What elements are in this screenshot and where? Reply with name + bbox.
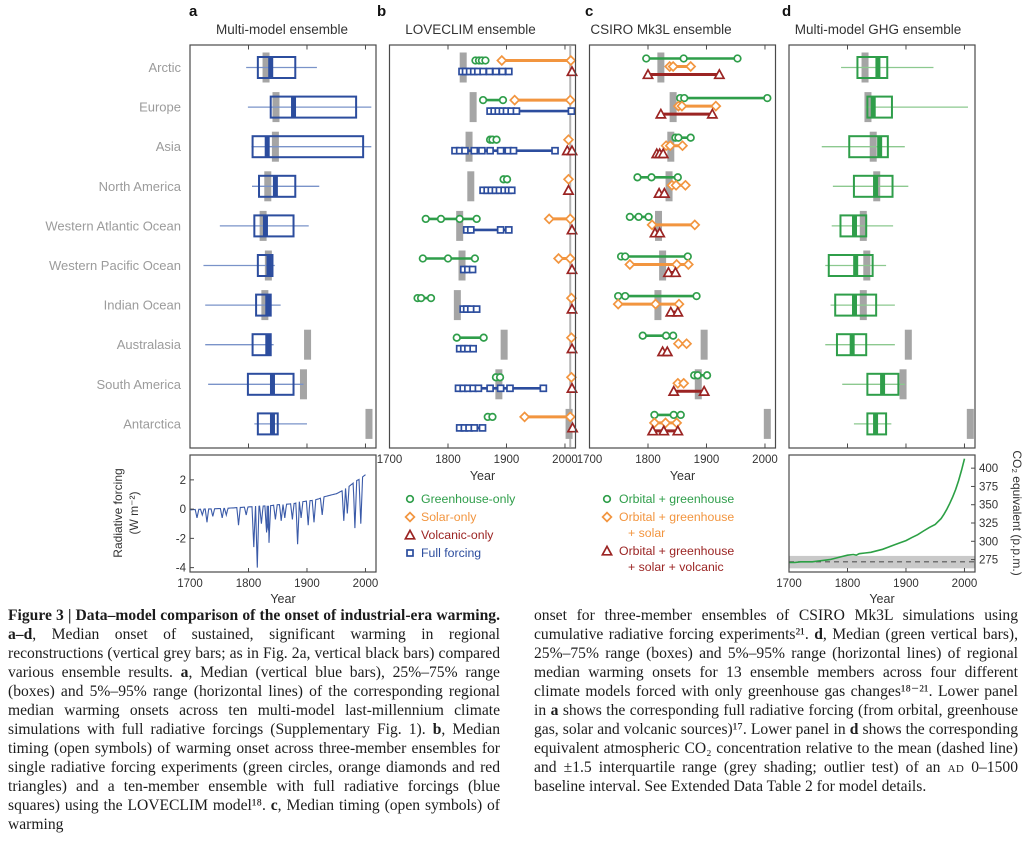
- panel-title-c: CSIRO Mk3L ensemble: [590, 22, 732, 37]
- panel-title-a: Multi-model ensemble: [215, 22, 349, 37]
- caption-segment: 0–1500 baseline interval. See Extended Data Table 2 for model details.: [534, 759, 1018, 795]
- row-label-western-pacific-ocean: Western Pacific Ocean: [49, 258, 181, 273]
- year-tick-label: 1800: [635, 454, 661, 466]
- caption-segment: onset for three-member ensembles of CSIRO Mk3L simulations using cumulative radiative forcing experiments²¹.: [534, 607, 1018, 643]
- svg-text:300: 300: [979, 536, 999, 549]
- svg-text:1800: 1800: [235, 578, 262, 590]
- svg-text:325: 325: [979, 518, 999, 531]
- caption-segment: , Median timing (open symbols) of warming onset across three-member ensembles for single radiative forcing experiments (green circles, orange diamonds and red triangles) and a ten-member ensemble with full radiative forcings (blue squares) using the LOVECLIM model¹⁸.: [8, 721, 500, 814]
- panel-d: [789, 45, 975, 448]
- caption-segment: ad: [947, 759, 965, 776]
- svg-text:400: 400: [979, 463, 999, 476]
- year-axis-label-c: Year: [669, 469, 696, 483]
- caption-bold-segment: d: [849, 721, 859, 738]
- year-tick-label: 2000: [552, 454, 578, 466]
- forcing-y-axis-units: (W m⁻²): [127, 491, 141, 535]
- legend-label: Orbital + greenhouse: [619, 492, 735, 506]
- year-tick-label: 1700: [576, 454, 603, 466]
- year-tick-label: 1800: [435, 454, 461, 466]
- caption-bold-segment: c: [270, 797, 278, 814]
- year-tick-label: 2000: [752, 454, 778, 466]
- year-axis-label-d-lower: Year: [869, 592, 895, 606]
- panel-d-lower: [776, 450, 1024, 606]
- panel-title-d: Multi-model GHG ensemble: [794, 22, 962, 37]
- row-label-antarctica: Antarctica: [123, 416, 181, 432]
- row-label-australasia: Australasia: [116, 337, 181, 353]
- legend-label: Orbital + greenhouse: [619, 510, 735, 524]
- caption-bold-segment: d: [814, 626, 823, 643]
- svg-text:-4: -4: [175, 562, 186, 575]
- svg-text:350: 350: [979, 499, 999, 512]
- caption-segment: shows the corresponding equivalent atmospheric CO₂ concentration relative to the mean (dashed line) and ±1.5 interquartile range (grey shading; outlier test) of an: [534, 721, 1018, 776]
- year-tick-label: 1900: [493, 454, 520, 466]
- panel-title-b: LOVECLIM ensemble: [405, 22, 536, 37]
- row-label-europe: Europe: [139, 99, 181, 115]
- legend-label: Volcanic-only: [421, 528, 494, 542]
- caption-segment: , Median onset of sustained, significant warming in regional reconstructions (vertical grey bars; as in Fig. 2a, vertical black bars) compared various ensemble results.: [8, 626, 500, 681]
- panel-letter-a: a: [189, 3, 198, 20]
- legend-label: Full forcing: [421, 546, 482, 560]
- year-tick-label: 1900: [693, 454, 720, 466]
- svg-text:2000: 2000: [352, 578, 379, 590]
- row-label-arctic: Arctic: [148, 60, 181, 75]
- svg-text:1700: 1700: [776, 578, 802, 590]
- caption-segment: , Median (vertical blue bars), 25%–75% range (boxes) and 5%–95% range (horizontal lines) of the corresponding regional median warming onsets across ten multi-model last-millennium climate simulations with full radiative forcings (Supplementary Fig. 1).: [8, 664, 500, 738]
- year-tick-label: 1700: [376, 454, 403, 466]
- row-label-north-america: North America: [98, 178, 181, 194]
- caption-bold-segment: b: [432, 721, 442, 738]
- caption-segment: , Median timing (open symbols) of warming: [8, 797, 500, 833]
- panel-letter-d: d: [782, 3, 792, 20]
- row-label-western-atlantic-ocean: Western Atlantic Ocean: [45, 218, 181, 234]
- svg-text:275: 275: [979, 554, 999, 567]
- panel-c: [577, 45, 778, 483]
- year-axis-label-a-lower: Year: [270, 592, 296, 606]
- panel-a-lower: [111, 455, 378, 606]
- svg-text:-2: -2: [175, 533, 186, 546]
- caption-segment: shows the corresponding full radiative forcing (from orbital, greenhouse gas, solar and volcanic sources)¹⁷. Lower panel in: [534, 702, 1018, 738]
- legend-label: Solar-only: [421, 510, 477, 524]
- legend-label: Orbital + greenhouse: [619, 544, 735, 558]
- year-axis-label-b: Year: [469, 469, 496, 483]
- panel-letter-b: b: [377, 3, 387, 20]
- row-label-asia: Asia: [155, 139, 181, 155]
- svg-text:0: 0: [179, 504, 186, 517]
- caption-bold-segment: a: [180, 664, 189, 681]
- legend-b: [405, 492, 516, 560]
- svg-text:2: 2: [179, 474, 186, 487]
- panel-b: [377, 45, 578, 483]
- svg-text:1700: 1700: [177, 578, 203, 590]
- caption-right-column: [534, 606, 1018, 796]
- svg-text:2000: 2000: [951, 578, 978, 590]
- legend-label-wrap: + solar: [628, 526, 666, 540]
- co2-y-axis-label: CO₂ equivalent (p.p.m.): [1010, 450, 1024, 576]
- forcing-y-axis-label: Radiative forcing: [111, 468, 125, 558]
- svg-text:1900: 1900: [893, 578, 919, 590]
- caption-left-column: [8, 606, 500, 834]
- legend-label: Greenhouse-only: [421, 492, 516, 506]
- svg-text:1800: 1800: [834, 578, 861, 590]
- legend-c: [602, 492, 734, 574]
- caption-bold-segment: a: [550, 702, 559, 719]
- caption-segment: , Median (green vertical bars), 25%–75% range (boxes) and 5%–95% range (horizontal lines) of regional median warming onsets for 13 ensemble members across four different climate models forced with only greenhouse gas changes¹⁸⁻²¹. Lower panel in: [534, 626, 1018, 719]
- row-label-indian-ocean: Indian Ocean: [103, 297, 181, 313]
- legend-label-wrap: + solar + volcanic: [628, 560, 724, 574]
- caption-bold-segment: Figure 3 | Data–model comparison of the onset of industrial-era warming. a–d: [8, 607, 500, 643]
- svg-text:1900: 1900: [294, 578, 320, 590]
- panel-letter-c: c: [585, 3, 594, 20]
- svg-text:375: 375: [979, 481, 999, 494]
- panel-a: [190, 45, 376, 448]
- row-label-south-america: South America: [96, 376, 181, 392]
